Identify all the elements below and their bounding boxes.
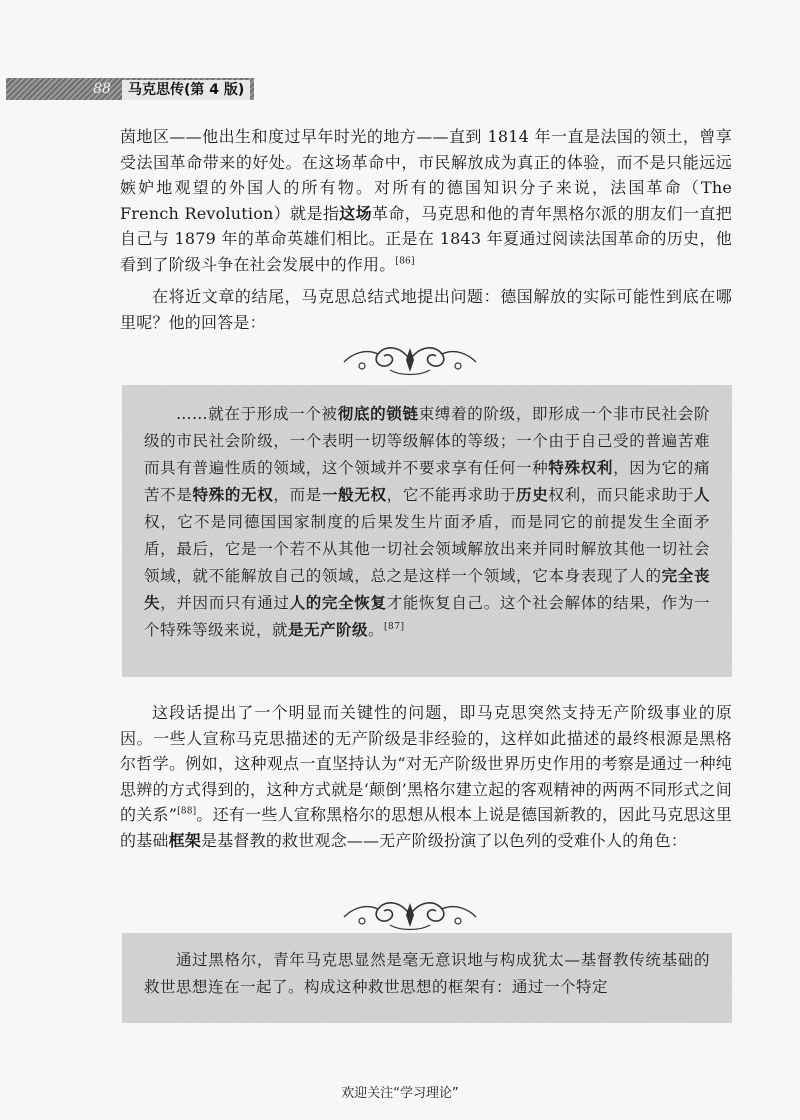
quote-1-segment: ……就在于形成一个被 (176, 405, 338, 423)
quote-1-segment: 。 (368, 621, 385, 639)
blockquote-1-text (144, 401, 710, 644)
quote-1-segment: 权利，而只能求助于 (548, 486, 694, 504)
quote-1-segment: 才能恢复自己。这个社会解体的结果，作为一个特殊等级来说，就 (144, 594, 710, 639)
quote-1-emphasis: 一般无权 (321, 486, 387, 504)
blockquote-2-body (144, 947, 710, 1001)
quote-1-segment: 束缚着的阶级，即形成一个非市民社会阶级的市民社会阶级，一个表明一切等级解体的等级；一个由于自己受的普遍苦难而具有普遍性质的领域，这个领域并不要求享有任何一种 (144, 405, 710, 477)
quote-1-segment: ，它不能再求助于 (386, 486, 517, 504)
blockquote-2 (122, 933, 732, 1023)
quote-1-emphasis: 是无产阶级 (288, 621, 369, 639)
quote-1-segment: ，而是 (273, 486, 322, 504)
blockquote-1 (122, 385, 732, 677)
quote-1-emphasis: 人的完全恢复 (289, 594, 387, 612)
ornament-divider-icon (340, 340, 480, 380)
ornament-divider-icon-2 (340, 895, 480, 935)
blockquote-2-text: 通过黑格尔，青年马克思显然是毫无意识地与构成犹太—基督教传统基础的救世思想连在一起了。构成这种救世思想的框架有：通过一个特定 (144, 951, 710, 996)
paragraph-2-text: 在将近文章的结尾，马克思总结式地提出问题：德国解放的实际可能性到底在哪里呢？他的回答是： (120, 287, 732, 332)
quote-1-emphasis: 完全丧失 (144, 567, 710, 612)
quote-1-segment: 权，它不是同德国国家制度的后果发生片面矛盾，而是同它的前提发生全面矛盾，最后，它是一个若不从其他一切社会领域解放出来并同时解放其他一切社会领域，就不能解放自己的领域，总之是这样一个领域，它本身表现了人的 (144, 513, 710, 585)
quote-1-segment: ，因为它的痛苦不是 (144, 459, 710, 504)
book-title: 马克思传(第 4 版) (122, 80, 250, 100)
quote-1-emphasis: 人 (693, 486, 710, 504)
footer-text: 欢迎关注“学习理论” (341, 1086, 459, 1101)
footnote-ref-88: [88] (177, 806, 197, 817)
quote-1-segment: ，并因而只有通过 (160, 594, 290, 612)
paragraph-2 (120, 284, 732, 335)
quote-1-emphasis: 特殊的无权 (192, 486, 274, 504)
paragraph-1-text-after: 革命，马克思和他的青年黑格尔派的朋友们一直把自己与 1879 年的革命英雄们相比。正是在 1843 年夏通过阅读法国革命的历史，他看到了阶级斗争在社会发展中的作用。 (120, 203, 733, 274)
quote-1-emphasis: 特殊权利 (548, 459, 614, 477)
paragraph-3-text-after: 是基督教的救世观念——无产阶级扮演了以色列的受难仆人的角色： (201, 830, 688, 850)
paragraph-3-text-mid: 。还有一些人宣称黑格尔的思想从根本上说是德国新教的，因此马克思这里的基础 (120, 805, 732, 850)
paragraph-1-bold: 这场 (339, 203, 372, 223)
paragraph-3 (120, 700, 732, 853)
page-number: 88 (93, 81, 111, 97)
paragraph-1 (120, 124, 732, 277)
quote-1-emphasis: 彻底的锁链 (337, 405, 419, 423)
footnote-ref-86: [86] (395, 256, 415, 267)
footnote-ref-87: [87] (384, 621, 405, 632)
paragraph-1-text: 茵地区——他出生和度过早年时光的地方——直到 1814 年一直是法国的领土，曾享受法国革命带来的好处。在这场革命中，市民解放成为真正的体验，而不是只能远远嫉妒地观望的外国人的所有物。对所有的德国知识分子来说，法国革命（The French Revolution）就是指 (120, 127, 732, 223)
quote-1-emphasis: 历史 (516, 486, 549, 504)
paragraph-3-bold: 框架 (168, 830, 202, 850)
paragraph-3-text: 这段话提出了一个明显而关键性的问题，即马克思突然支持无产阶级事业的原因。一些人宣称马克思描述的无产阶级是非经验的，这样如此描述的最终根源是黑格尔哲学。例如，这种观点一直坚持认为“对无产阶级世界历史作用的考察是通过一种纯思辨的方式得到的，这种方式就是‘颠倒’黑格尔建立起的客观精神的两两不同形式之间的关系” (120, 703, 732, 824)
